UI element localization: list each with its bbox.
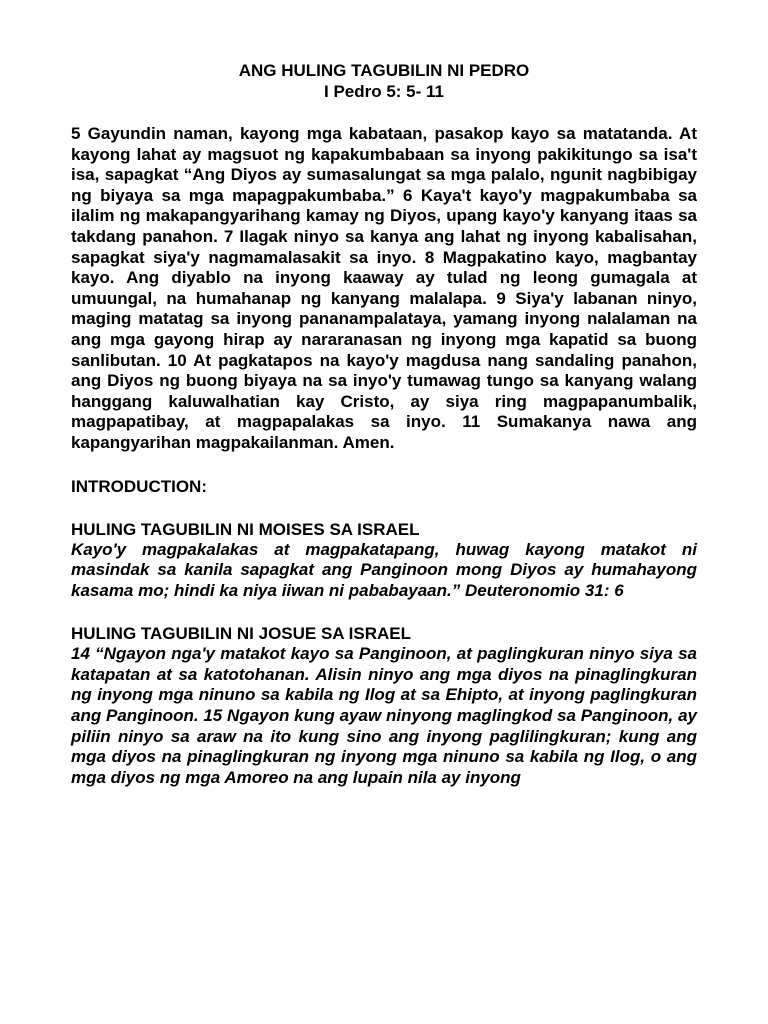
- document-page: [71, 60, 697, 788]
- introduction-heading: INTRODUCTION:: [71, 476, 207, 496]
- moises-section-text: Kayo'y magpakalakas at magpakatapang, huwag kayong matakot ni masindak sa kanila sapagkat ang Panginoon mong Diyos ay humahayong kasama mo; hindi ka niya iiwan ni pababayaan.” Deuteronomio 31: 6: [71, 539, 697, 600]
- scripture-reference: I Pedro 5: 5- 11: [324, 82, 444, 101]
- moises-section-heading: HULING TAGUBILIN NI MOISES SA ISRAEL: [71, 519, 420, 539]
- spacer: [71, 102, 697, 124]
- title-block: [71, 60, 697, 102]
- josue-section-text: 14 “Ngayon nga'y matakot kayo sa Panginoon, at paglingkuran ninyo siya sa katapatan at sa katotohanan. Alisin ninyo ang mga diyos na pinaglingkuran ng inyong mga ninuno sa kabila ng Ilog at sa Ehipto, at inyong paglingkuran ang Panginoon. 15 Ngayon kung ayaw ninyong maglingkod sa Panginoon, ay piliin ninyo sa araw na ito kung sino ang inyong paglilingkuran; kung ang mga diyos na pinaglingkuran ng inyong mga ninuno sa kabila ng Ilog, o ang mga diyos ng mga Amoreo na ang lupain nila ay inyong: [71, 644, 697, 787]
- document-title: ANG HULING TAGUBILIN NI PEDRO: [238, 61, 530, 80]
- spacer: [71, 454, 697, 476]
- spacer: [71, 601, 697, 623]
- scripture-paragraph: 5 Gayundin naman, kayong mga kabataan, pasakop kayo sa matatanda. At kayong lahat ay magsuot ng kapakumbabaan sa inyong pakikitungo sa isa't isa, sapagkat “Ang Diyos ay sumasalungat sa mga palalo, ngunit nagbibigay ng biyaya sa mga mapagpakumbaba.” 6 Kaya't kayo'y magpakumbaba sa ilalim ng makapangyarihang kamay ng Diyos, upang kayo'y kanyang itaas sa takdang panahon. 7 Ilagak ninyo sa kanya ang lahat ng inyong kabalisahan, sapagkat siya'y nagmamalasakit sa inyo. 8 Magpakatino kayo, magbantay kayo. Ang diyablo na inyong kaaway ay tulad ng leong gumagala at umuungal, na humahanap ng kanyang malalapa. 9 Siya'y labanan ninyo, maging matatag sa inyong pananampalataya, yamang inyong nalalaman na ang mga gayong hirap ay nararanasan ng inyong mga kapatid sa buong sanlibutan. 10 At pagkatapos na kayo'y magdusa nang sandaling panahon, ang Diyos ng buong biyaya na sa inyo'y tumawag tungo sa kanyang walang hanggang kaluwalhatian kay Cristo, ay siya ring magpapanumbalik, magpapatibay, at magpapalakas sa inyo. 11 Sumakanya nawa ang kapangyarihan magpakailanman. Amen.: [71, 124, 697, 452]
- josue-section-heading: HULING TAGUBILIN NI JOSUE SA ISRAEL: [71, 624, 412, 644]
- spacer: [71, 497, 697, 519]
